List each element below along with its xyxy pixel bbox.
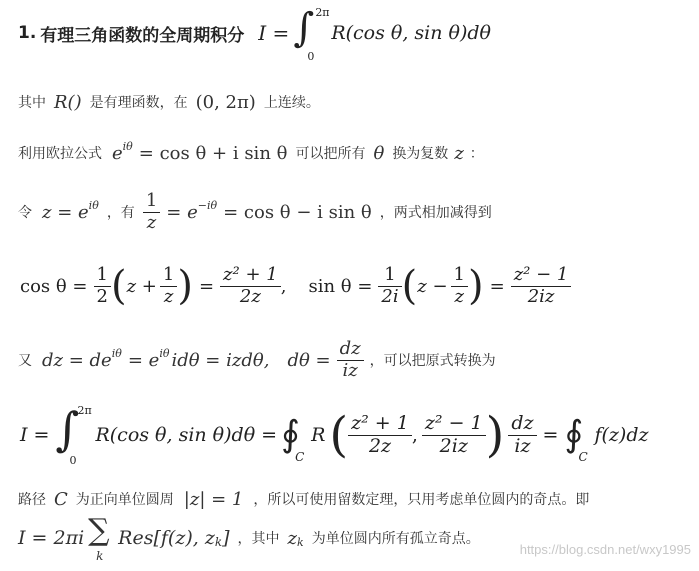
- line-path: 路径 C 为正向单位圆周 |z| = 1 ，所以可使用留数定理，只用考虑单位圆内的奇点。即: [18, 488, 590, 510]
- line-rational-def: 其中 R() 是有理函数，在 (0, 2π) 上连续。: [18, 91, 320, 113]
- line-cos-sin: cos θ = $\frac{1}{2}$ ( z + $\frac{1}{z}$ ) = $\frac{\text{z² + 1}}{2z}$ , sin θ = $\frac{1}{2i}$ ( z − $\frac{1}{z}$ ) = $\frac{\text{z² − 1}}{2iz}$: [20, 254, 571, 318]
- heading-formula-rhs: R(cos θ, sin θ)dθ: [331, 22, 491, 44]
- line-substitution: 令 z = e $^{i\theta}$ ，有 $\frac{1}{z}$ = e $^{-i\theta}$ = cos θ − i sin θ ，两式相加减得到: [18, 189, 492, 233]
- heading-int-upper: 2π: [315, 6, 330, 19]
- math-unit-circle: |z| = 1: [183, 488, 244, 510]
- heading-formula-lhs: I =: [258, 21, 290, 45]
- heading-integral: ∫ 2π 0: [293, 5, 330, 63]
- fraction-one-over-z: $\frac{1}{z}$: [143, 191, 160, 233]
- math-e: e: [112, 142, 123, 164]
- math-z: z: [454, 142, 464, 164]
- math-C: C: [54, 488, 68, 510]
- sum-sign: ∑ k: [88, 513, 110, 563]
- math-z-eq: z = e: [42, 201, 89, 223]
- heading-int-lower: 0: [307, 50, 315, 63]
- line-euler: 利用欧拉公式 e $^{i\theta}$ = cos θ + i sin θ 可以把所有 θ 换为复数 z ：: [18, 139, 484, 164]
- sin-lhs: sin θ =: [308, 275, 373, 297]
- heading-number: 1.: [18, 23, 37, 43]
- heading-title: 有理三角函数的全周期积分: [40, 25, 245, 46]
- contour-integral-sign-2: ∮ C: [564, 414, 588, 464]
- math-theta: θ: [373, 142, 385, 164]
- integral-sign: ∫ 2π 0: [55, 402, 92, 467]
- contour-integral-sign: ∮ C: [281, 414, 305, 464]
- heading: [18, 5, 491, 63]
- watermark: https://blog.csdn.net/wxy1995: [519, 542, 691, 557]
- line-residue: I = 2πi ∑ k Res[f(z), z $_k$ ] ，其中 z $_k$ 为单位圆内所有孤立奇点。: [18, 513, 480, 563]
- math-R: R(): [54, 91, 82, 113]
- cos-lhs: cos θ =: [20, 275, 88, 297]
- math-interval: (0, 2π): [195, 91, 256, 113]
- line-dz: 又 dz = de $^{i\theta}$ = e $^{i\theta}$ idθ = izdθ, dθ = $\frac{dz}{iz}$ ，可以把原式转换为: [18, 337, 496, 381]
- math-euler-rhs: = cos θ + i sin θ: [138, 142, 288, 164]
- line-contour-integral: I = ∫ 2π 0 R(cos θ, sin θ)dθ = ∮ C R ( $\frac{\text{z² + 1}}{2z}$ , $\frac{\text{z² − 1}}{2iz}$ ) $\frac{dz}{iz}$ = ∮ C f(z)dz: [20, 402, 649, 467]
